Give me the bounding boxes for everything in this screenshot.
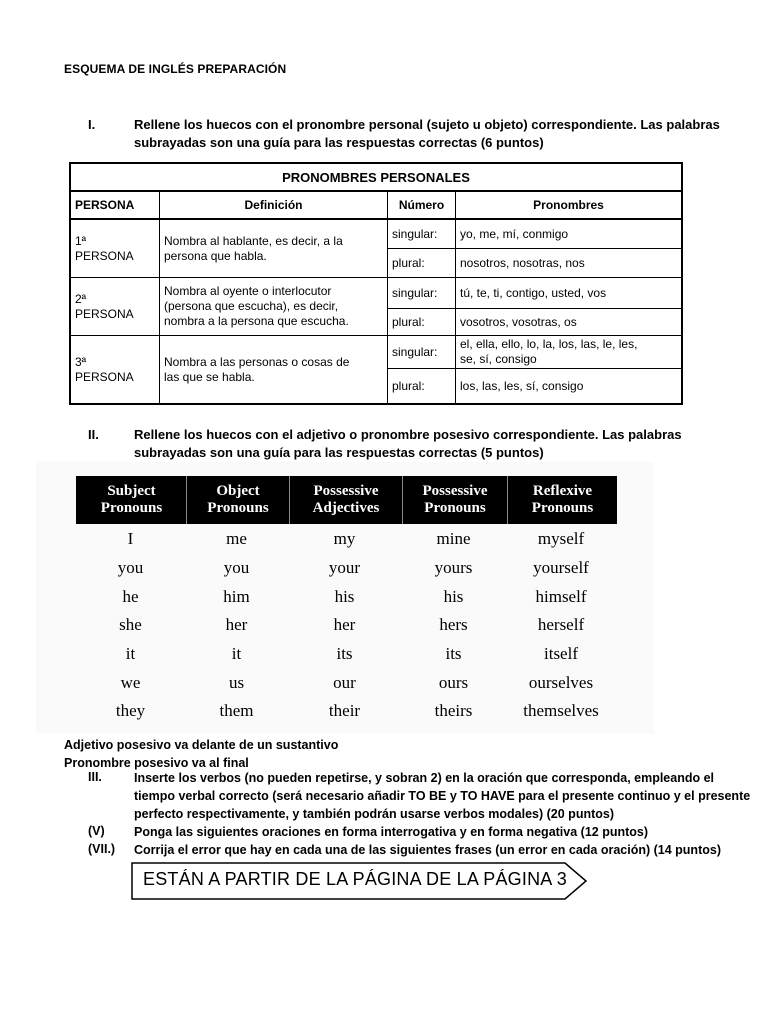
cell-subject: I [127,529,134,549]
cell-possessive-adjective: their [328,701,361,721]
header-reflexive-pronouns-line-2: Pronouns [531,500,594,516]
cell-reflexive: herself [537,615,585,635]
header-possessive-adjectives [289,476,402,524]
header-object-pronouns-line-1: Object [216,483,260,499]
section-1-instructions [134,116,720,152]
cell-possessive-pronoun: ours [438,672,469,692]
table-row [76,668,616,697]
cell-object: her [225,615,248,635]
header-persona: PERSONA [71,192,160,220]
cell-subject: he [122,586,139,606]
header-subject-pronouns-line-2: Pronouns [100,500,163,516]
header-subject-pronouns-line-1: Subject [107,483,156,499]
section-5-instructions: Ponga las siguientes oraciones en forma interrogativa y en forma negativa (12 puntos) [134,825,649,839]
header-possessive-adjectives-line-1: Possessive [313,483,379,499]
definition-3-line-2: las que se habla. [164,369,255,384]
definition-2-line-3: nombra a la persona que escucha. [164,314,349,328]
definition-2 [160,278,388,336]
table-row [76,611,616,640]
header-possessive-pronouns [402,476,507,524]
cell-possessive-adjective: our [333,672,356,692]
pronoun-chart-body [76,525,616,726]
definition-2-line-2: (persona que escucha), es decir, [164,299,339,313]
cell-possessive-pronoun: its [445,644,462,664]
section-3-line-1: Inserte los verbos (no pueden repetirse, y sobran 2) en la oración que corresponda, empleando el [134,771,715,785]
numero-1-plural: plural: [388,249,456,278]
section-3-line-3: perfecto respectivamente, y también podrán usarse verbos modales) (20 puntos) [134,807,615,821]
cell-reflexive: yourself [533,558,589,578]
table-row [76,582,616,611]
cell-reflexive: himself [535,586,587,606]
cell-possessive-adjective: her [333,615,356,635]
cell-object: them [219,701,254,721]
cell-subject: she [119,615,142,635]
cell-possessive-pronoun: mine [436,529,471,549]
header-definicion: Definición [160,192,388,220]
persona-2-number: 2ª [75,291,87,306]
note-possessive-adjective: Adjetivo posesivo va delante de un sustantivo [64,738,339,752]
section-3-line-2: tiempo verbal correcto (será necesario añadir TO BE y TO HAVE para el presente continuo y el presente [134,789,751,803]
cell-reflexive: itself [544,644,578,664]
pronombres-1-plural: nosotros, nosotras, nos [456,249,681,278]
cell-subject: it [125,644,136,664]
page-reference-banner: ESTÁN A PARTIR DE LA PÁGINA DE LA PÁGINA 3 [143,869,567,889]
header-numero: Número [388,192,456,220]
cell-object: you [223,558,250,578]
numero-2-plural: plural: [388,309,456,336]
pronombres-3-plural: los, las, les, sí, consigo [460,379,584,393]
cell-object: it [231,644,242,664]
header-object-pronouns [186,476,289,524]
definition-1-line-2: persona que habla. [164,248,267,263]
cell-possessive-pronoun: hers [439,615,468,635]
persona-2-label: PERSONA [75,306,134,321]
section-1-line-2: subrayadas son una guía para las respuestas correctas (6 puntos) [134,135,544,150]
cell-possessive-adjective: its [336,644,353,664]
persona-1-label: PERSONA [75,248,134,263]
note-possessive-pronoun: Pronombre posesivo va al final [64,756,249,770]
persona-2 [71,278,160,336]
persona-3 [71,336,160,403]
cell-subject: we [120,672,141,692]
pronombres-3-singular-line-1: el, ella, ello, lo, la, los, las, le, les, [460,337,638,351]
section-1-line-1: Rellene los huecos con el pronombre personal (sujeto u objeto) correspondiente. Las palabras [134,117,720,132]
header-subject-pronouns [77,476,186,524]
pronombres-3-singular-line-2: se, sí, consigo [460,352,537,366]
header-pronombres: Pronombres [456,192,681,220]
persona-1 [71,220,160,278]
cell-subject: you [117,558,144,578]
pronombres-2-plural: vosotros, vosotras, os [456,309,681,336]
table-row [76,640,616,669]
header-reflexive-pronouns [507,476,617,524]
persona-3-number: 3ª [75,354,87,369]
section-3-instructions [134,769,750,823]
definition-3-line-1: Nombra a las personas o cosas de [164,354,350,369]
cell-object: us [228,672,245,692]
header-possessive-pronouns-line-2: Pronouns [424,500,486,516]
section-2-line-1: Rellene los huecos con el adjetivo o pronombre posesivo correspondiente. Las palabras [134,427,682,442]
persona-1-number: 1ª [75,233,87,248]
header-object-pronouns-line-2: Pronouns [207,500,269,516]
cell-possessive-adjective: his [334,586,355,606]
numero-3-plural: plural: [388,369,456,403]
section-2-number: II. [88,427,99,442]
cell-possessive-adjective: my [333,529,356,549]
cell-object: me [226,529,247,549]
section-2-line-2: subrayadas son una guía para las respuestas correctas (5 puntos) [134,445,544,460]
cell-possessive-pronoun: his [443,586,464,606]
cell-reflexive: myself [537,529,585,549]
header-possessive-adjectives-line-2: Adjectives [312,500,380,516]
section-7-number: (VII.) [88,842,116,856]
table-row [76,525,616,554]
section-3-number: III. [88,770,102,784]
personal-pronouns-table [69,162,683,405]
pronombres-1-singular: yo, me, mí, conmigo [456,220,681,249]
grammar-notes [64,736,338,772]
cell-possessive-pronoun: yours [434,558,473,578]
definition-3 [160,336,388,403]
cell-subject: they [115,701,146,721]
persona-3-label: PERSONA [75,369,134,384]
cell-reflexive: themselves [523,701,599,721]
cell-reflexive: ourselves [528,672,594,692]
pronombres-3-singular [456,336,681,369]
pronombres-2-singular: tú, te, ti, contigo, usted, vos [456,278,681,309]
numero-3-singular: singular: [388,336,456,369]
cell-possessive-pronoun: theirs [434,701,473,721]
section-1-number: I. [88,117,96,132]
numero-1-singular: singular: [388,220,456,249]
pronoun-chart-header [76,476,617,524]
table-row [76,554,616,583]
cell-object: him [223,586,250,606]
header-reflexive-pronouns-line-1: Reflexive [532,483,593,499]
definition-1-line-1: Nombra al hablante, es decir, a la [164,233,343,248]
cell-possessive-adjective: your [328,558,361,578]
section-7-instructions: Corrija el error que hay en cada una de las siguientes frases (un error en cada oración) (14 puntos) [134,843,721,857]
definition-2-line-1: Nombra al oyente o interlocutor [164,284,332,298]
table-title: PRONOMBRES PERSONALES [71,164,681,192]
document-title: ESQUEMA DE INGLÉS PREPARACIÓN [64,62,287,76]
numero-2-singular: singular: [388,278,456,309]
section-5-number: (V) [88,824,105,838]
table-row [76,697,616,726]
header-possessive-pronouns-line-1: Possessive [422,483,488,499]
section-2-instructions [134,426,682,462]
definition-1 [160,220,388,278]
